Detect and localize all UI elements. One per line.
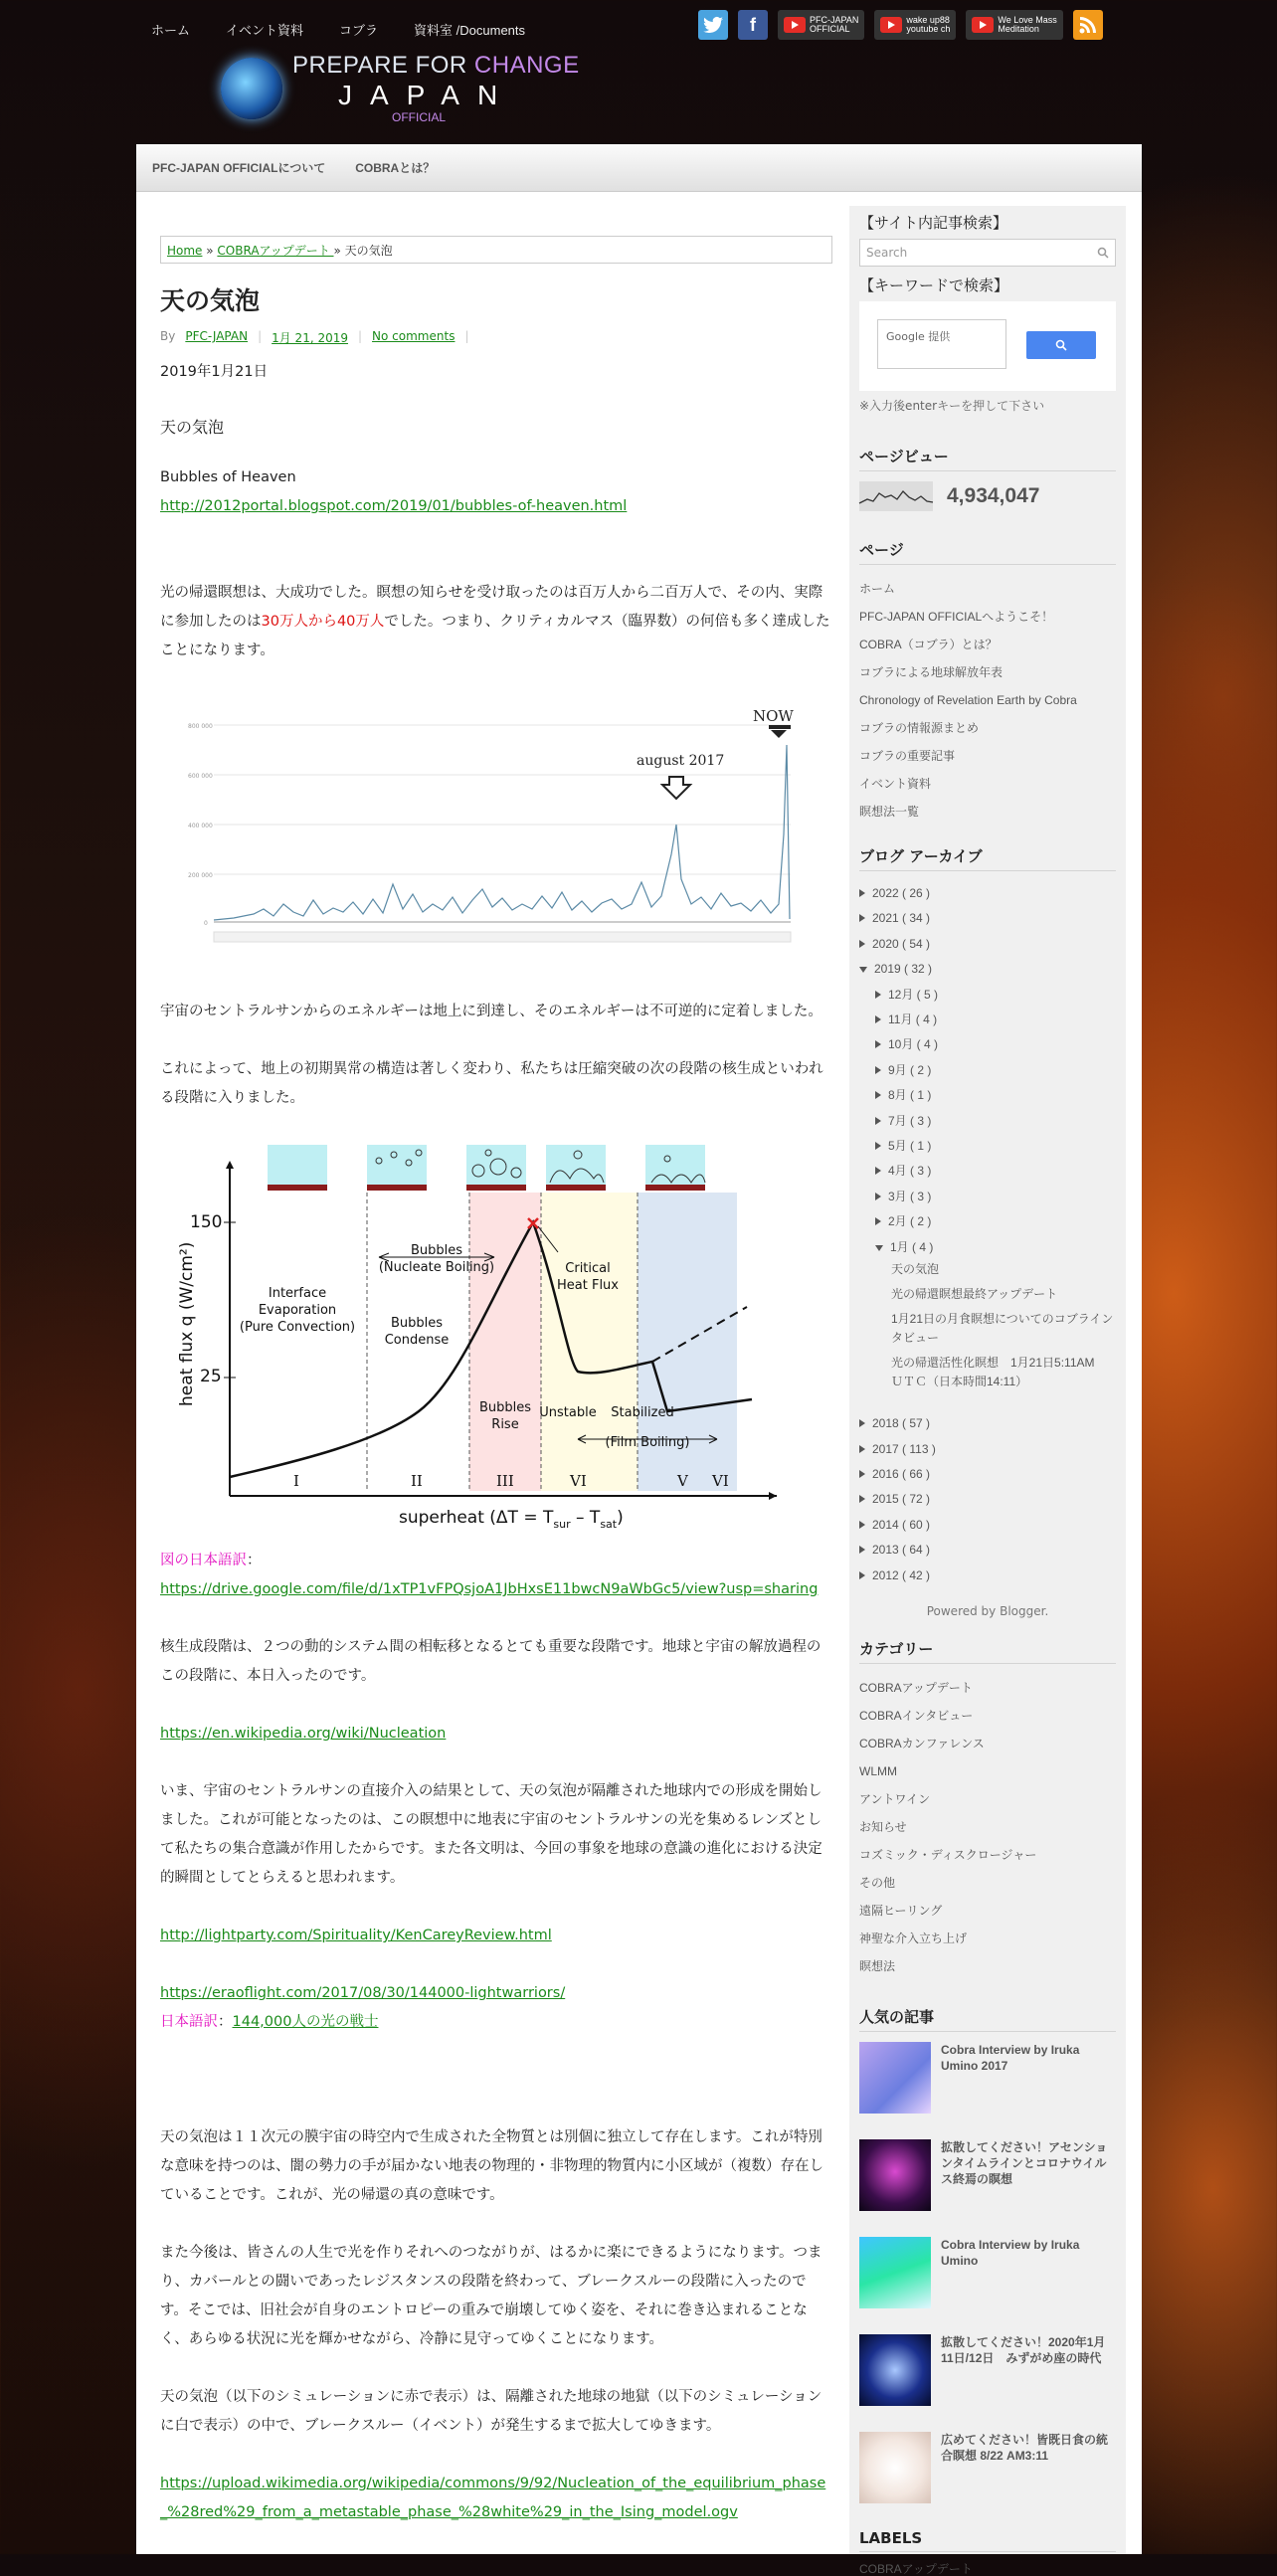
english-title: Bubbles of Heaven [160,469,296,485]
category-link[interactable]: WLMM [859,1763,897,1778]
nav-cobra[interactable]: コブラ [339,22,379,38]
paragraph-7: また今後は、皆さんの人生で光を作りそれへのつながりが、はるかに楽にできるようになります。つまり、カバールとの闘いであったレジスタンスの段階を終わって、ブレークスルーの段階に入ったのです。そこでは、旧社会が自身のエントロピーの重みで崩壊してゆく姿を、それに巻き込まれることなく、あらゆる状況に光を輝かせながら、冷静に見守ってゆくことになります。 [160,2245,822,2347]
google-search-button[interactable] [1026,331,1096,359]
category-link[interactable]: コズミック・ディスクロージャー [859,1847,1037,1862]
lbl-stabilized: Stabilized [611,1405,674,1420]
paragraph-2: 宇宙のセントラルサンからのエネルギーは地上に到達し、そのエネルギーは不可逆的に定着しました。 [160,1004,822,1019]
nav-documents[interactable]: 資料室 /Documents [414,22,526,38]
archive-year[interactable]: 2015 ( 72 ) [859,1487,1116,1512]
jp-translation-line: 日本語訳：144,000人の光の戦士 [160,2014,379,2030]
arrow-right-icon[interactable] [859,1470,865,1478]
category-link[interactable]: その他 [859,1875,896,1890]
pageview-title: ページビュー [859,440,1116,471]
popular-item[interactable] [859,2042,1116,2114]
lbl-unstable: Unstable [539,1405,597,1420]
post-title: 天の気泡 [160,286,261,315]
youtube-pfc-japan-button[interactable] [778,10,864,40]
archive-month[interactable]: 11月 ( 4 ) [859,1008,1116,1032]
secondary-nav [136,144,1142,192]
arrow-down-icon [771,730,787,738]
region-5: V [677,1472,688,1490]
search-input[interactable]: Search [859,239,1116,267]
popular-item[interactable] [859,2139,1116,2211]
archive-month[interactable]: 8月 ( 1 ) [859,1083,1116,1108]
archive-month[interactable]: 12月 ( 5 ) [859,983,1116,1008]
category-link[interactable]: 瞑想法 [859,1958,896,1973]
search-icon[interactable] [1097,247,1109,259]
popular-link[interactable]: Cobra Interview by Iruka Umino [941,2237,1080,2268]
nav-about-pfc[interactable]: PFC-JAPAN OFFICIALについて [152,161,326,175]
arrow-right-icon[interactable] [875,991,881,999]
youtube-meditation-button[interactable] [966,10,1062,40]
twitter-icon[interactable] [698,10,728,40]
labels-list [859,2562,1116,2576]
paragraph-6: 天の気泡は１１次元の膜宇宙の時空内で生成された全物質とは別個に独立して存在します。これが特別な意味を持つのは、闇の勢力の手が届かない地表の物理的・非物理的物質内に小区域が（複数）存在していることです。これが、光の帰還の真の意味です。 [160,2129,823,2203]
ytick-400k: 400 000 [188,823,213,829]
archive-month[interactable]: 4月 ( 3 ) [859,1159,1116,1184]
category-link[interactable]: アントワイン [859,1791,931,1806]
arrow-right-icon[interactable] [859,914,865,922]
arrow-right-icon[interactable] [859,1546,865,1554]
svg-text:Heat Flux: Heat Flux [557,1278,619,1293]
date-link[interactable]: 1月 21, 2019 [272,331,348,345]
popular-item[interactable] [859,2334,1116,2406]
youtube-icon [972,17,994,33]
powered-by: Powered by Blogger. [926,1603,1049,1618]
popular-item[interactable] [859,2237,1116,2308]
nav-home[interactable]: ホーム [151,22,191,38]
youtube-icon [880,17,902,33]
lbl-rise: Bubbles [478,1400,532,1415]
search-icon [1055,339,1067,351]
svg-text:Rise: Rise [491,1417,519,1432]
category-link[interactable]: COBRAインタビュー [859,1708,974,1723]
svg-text:(Pure Convection): (Pure Convection) [239,1320,356,1335]
social-links [698,10,1103,40]
sidebar [849,206,1126,2576]
author-link[interactable]: PFC-JAPAN [185,329,249,343]
yt1-line2: OFFICIAL [810,24,850,34]
rss-icon[interactable] [1073,10,1103,40]
source-link[interactable]: http://2012portal.blogspot.com/2019/01/bubbles-of-heaven.html [160,498,628,514]
category-list [859,1674,1116,1980]
archive-list-older [859,1411,1116,1588]
region-2: II [411,1472,423,1490]
popular-thumbnail[interactable] [859,2042,931,2114]
archive-post-link[interactable]: 1月21日の月食瞑想についてのコブラインタビュー [891,1312,1114,1346]
archive-month[interactable]: 7月 ( 3 ) [859,1109,1116,1134]
comments-link[interactable]: No comments [372,329,456,343]
top-nav [151,0,561,58]
arrow-right-icon[interactable] [859,1419,865,1427]
popular-thumbnail[interactable] [859,2237,931,2308]
post-subtitle: 天の気泡 [160,418,225,437]
paragraph-3: これによって、地上の初期異常の構造は著しく変わり、私たちは圧縮突破の次の段階の核生成といわれる段階に入りました。 [160,1061,823,1106]
arrow-right-icon[interactable] [859,940,865,948]
page-link[interactable]: コブラによる地球解放年表 [859,665,1003,679]
figure-translation-link[interactable]: https://drive.google.com/file/d/1xTP1vFPQsjoA1JbHxsE11bwcN9aWbGc5/view?usp=sharing [160,1581,819,1597]
page-link[interactable]: Chronology of Revelation Earth by Cobra [859,693,1077,707]
paragraph-4: 核生成段階は、２つの動的システム間の相転移となるとても重要な段階です。地球と宇宙の解放過程のこの段階に、本日入ったのです。 [160,1639,821,1684]
yt2-line1: wake up88 [906,14,950,25]
archive-month-jan[interactable]: 1月 ( 4 ) [859,1235,1116,1260]
arrow-right-icon[interactable] [859,1445,865,1453]
popular-posts [859,2042,1116,2503]
region-4: VI [570,1472,587,1490]
paragraph-1: 光の帰還瞑想は、大成功でした。瞑想の知らせを受け取ったのは百万人から二百万人で、その内、実際に参加したのは30万人から40万人でした。つまり、クリティカルマス（臨界数）の何倍も多く達成したことになります。 [160,585,830,658]
popular-title: 人気の記事 [859,2000,1116,2032]
category-link[interactable]: 神聖な介入立ち上げ [859,1931,968,1945]
post-body [160,358,832,2527]
yt3-line2: Meditation [998,24,1039,34]
fig-ylabel: heat flux q (W/cm²) [177,1241,197,1406]
arrow-right-icon[interactable] [875,1217,881,1225]
page-link[interactable]: コブラの重要記事 [859,749,956,763]
archive-month[interactable]: 9月 ( 2 ) [859,1058,1116,1083]
lbl-critical: Critical [565,1261,611,1276]
archive-month[interactable]: 3月 ( 3 ) [859,1185,1116,1209]
page-link[interactable]: ホーム [859,582,896,596]
page-link[interactable]: PFC-JAPAN OFFICIALへようこそ！ [859,610,1054,624]
keyword-search-title: 【キーワードで検索】 [859,276,1009,294]
nucleation-wiki-link[interactable]: https://en.wikipedia.org/wiki/Nucleation [160,1726,447,1742]
archive-year[interactable]: 2018 ( 57 ) [859,1411,1116,1436]
lbl-condense: Bubbles [390,1316,444,1331]
figure-translation-line: 図の日本語訳： [160,1553,262,1568]
kencarey-link[interactable]: http://lightparty.com/Spirituality/KenCareyReview.html [160,1928,552,1943]
yt2-line2: youtube ch [906,24,951,34]
popular-link[interactable]: 拡散してください！2020年1月11日/12日 みずがめ座の時代 [941,2334,1106,2365]
archive-year[interactable]: 2012 ( 42 ) [859,1564,1116,1588]
region-6: VI [712,1472,729,1490]
chart-range-selector [214,932,791,942]
archive-year[interactable]: 2021 ( 34 ) [859,906,1116,931]
page-link[interactable]: 瞑想法一覧 [859,805,920,819]
ytick-600k: 600 000 [188,773,213,780]
popular-thumbnail[interactable] [859,2139,931,2211]
svg-text:Condense: Condense [384,1333,450,1348]
region-3: III [496,1472,514,1490]
logo-japan: JAPAN [338,80,516,110]
logo-official: OFFICIAL [392,110,447,124]
wikimedia-simulation-link[interactable]: https://upload.wikimedia.org/wikipedia/commons/9/92/Nucleation_of_the_equilibrium_phase_%28red%29_from_a_metastable_phase_%28white%29_in_the_Ising_model.ogv [160,2476,826,2520]
pageview-count: 4,934,047 [947,484,1040,507]
archive-post-link[interactable]: 天の気泡 [891,1262,940,1277]
yt3-line1: We Love Mass [998,14,1057,25]
arrow-right-icon[interactable] [875,1167,881,1175]
archive-year[interactable]: 2022 ( 26 ) [859,881,1116,906]
arrow-down-icon[interactable] [859,967,867,973]
google-search-box [859,301,1116,391]
nav-about-cobra[interactable]: COBRAとは？ [355,161,436,175]
label-link[interactable]: COBRAアップデート [859,2561,973,2576]
archive-month[interactable]: 5月 ( 1 ) [859,1134,1116,1159]
fig-y25: 25 [200,1367,222,1386]
archive-post-link[interactable]: 光の帰還活性化瞑想 1月21日5:11AM ＵＴＣ（日本時間14:11） [891,1356,1107,1389]
breadcrumb: Home » COBRAアップデート » 天の気泡 [160,236,832,264]
yt1-line1: PFC-JAPAN [810,14,859,25]
pageview-sparkline [859,481,933,511]
annotation-august-2017: august 2017 [637,753,725,769]
site-search-title: 【サイト内記事検索】 [859,214,1007,232]
page-link[interactable]: イベント資料 [859,777,932,791]
boiling-curve-figure [177,1143,797,1531]
page-link[interactable]: コブラの情報源まとめ [859,721,980,735]
pageview-widget [859,481,1116,511]
archive-year[interactable]: 2016 ( 66 ) [859,1462,1116,1487]
arrow-right-icon[interactable] [859,889,865,897]
arrow-right-icon[interactable] [859,1521,865,1529]
youtube-wakeup-button[interactable] [874,10,956,40]
january-posts [859,1260,1116,1391]
archive-list [859,881,1116,1260]
archive-year[interactable]: 2017 ( 113 ) [859,1437,1116,1462]
lightwarriors-jp-link[interactable]: 144,000人の光の戦士 [232,2014,379,2030]
category-link[interactable]: COBRAアップデート [859,1680,973,1695]
google-search-input[interactable]: Google 提供 [877,319,1006,369]
archive-post-link[interactable]: 光の帰還瞑想最終アップデート [891,1287,1058,1302]
arrow-right-icon[interactable] [859,1571,865,1579]
lbl-nucleate: Bubbles [410,1243,463,1258]
archive-month[interactable]: 2月 ( 2 ) [859,1209,1116,1234]
pages-list [859,575,1116,826]
arrow-right-icon[interactable] [875,1015,881,1023]
category-link[interactable]: COBRAカンファレンス [859,1736,985,1750]
page-link[interactable]: COBRA（コブラ）とは？ [859,638,998,651]
arrow-down-icon [662,777,690,799]
pages-title: ページ [859,533,1116,565]
archive-year[interactable]: 2013 ( 64 ) [859,1538,1116,1563]
post-meta: By PFC-JAPAN | 1月 21, 2019 | No comments | [160,329,469,345]
lbl-film: (Film Boiling) [605,1435,690,1450]
breadcrumb-current: 天の気泡 [344,244,393,258]
figure-translation-label: 図の日本語訳 [160,1553,247,1568]
arrow-right-icon[interactable] [875,1066,881,1074]
post-date-text: 2019年1月21日 [160,364,269,380]
fig-y150: 150 [190,1212,223,1232]
jp-translation-label: 日本語訳 [160,2014,218,2030]
annotation-now: NOW [753,707,794,725]
eraoflight-link[interactable]: https://eraoflight.com/2017/08/30/144000-lightwarriors/ [160,1985,566,2001]
arrow-right-icon[interactable] [875,1117,881,1125]
ytick-200k: 200 000 [188,872,213,879]
arrow-right-icon[interactable] [875,1040,881,1048]
popular-link[interactable]: 拡散してください！アセンションタイムラインとコロナウイルス終焉の瞑想 [941,2139,1108,2186]
category-title: カテゴリー [859,1632,1116,1664]
arrow-right-icon[interactable] [875,1091,881,1099]
arrow-right-icon[interactable] [875,1142,881,1150]
nav-event-docs[interactable]: イベント資料 [226,22,304,38]
paragraph-5: いま、宇宙のセントラルサンの直接介入の結果として、天の気泡が隔離された地球内での形成を開始しました。これが可能となったのは、この瞑想中に地表に宇宙のセントラルサンの光を集めるレンズとして私たちの集合意識が作用したからです。また各文明は、今回の事象を地球の意識の進化における決定的瞬間としてとらえると思われます。 [160,1783,822,1886]
popular-thumbnail[interactable] [859,2334,931,2406]
ytick-0: 0 [204,920,208,927]
popular-item[interactable] [859,2432,1116,2503]
svg-text:Evaporation: Evaporation [258,1303,337,1318]
globe-logo-icon [221,58,282,119]
archive-title: ブログ アーカイブ [859,839,1116,871]
content-panel [136,144,1142,2576]
logo-prepare: PREPARE FOR [292,52,474,79]
arrow-right-icon[interactable] [875,1193,881,1200]
region-1: I [293,1472,299,1490]
by-label: By [160,329,176,343]
youtube-icon [784,17,806,33]
pageview-chart-image [184,705,805,954]
archive-month[interactable]: 10月 ( 4 ) [859,1032,1116,1057]
search-note: ※入力後enterキーを押して下さい [859,399,1045,413]
category-link[interactable]: お知らせ [859,1819,907,1834]
paragraph-8: 天の気泡（以下のシミュレーションに赤で表示）は、隔離された地球の地獄（以下のシミュレーションに白で表示）の中で、ブレークスルー（イベント）が発生するまで拡大してゆきます。 [160,2389,822,2434]
pageview-series-line [214,745,790,920]
site-logo[interactable] [221,54,580,123]
labels-title: LABELS [859,2523,1116,2552]
archive-year[interactable]: 2020 ( 54 ) [859,932,1116,957]
arrow-right-icon[interactable] [859,1495,865,1503]
fig-xlabel: superheat $(\Delta T = T_{sur} - T_{sat})$ [399,1508,624,1531]
logo-change: CHANGE [473,52,580,79]
category-link[interactable]: 遠隔ヒーリング [859,1903,943,1918]
lbl-interface: Interface [268,1286,327,1301]
archive-year[interactable]: 2014 ( 60 ) [859,1513,1116,1538]
breadcrumb-category[interactable]: COBRAアップデート [217,244,334,258]
ytick-800k: 800 000 [188,723,213,730]
popular-link[interactable]: 広めてください！皆既日食の統合瞑想 8/22 AM3:11 [941,2432,1109,2463]
arrow-down-icon[interactable] [875,1245,883,1251]
popular-thumbnail[interactable] [859,2432,931,2503]
popular-link[interactable]: Cobra Interview by Iruka Umino 2017 [941,2042,1080,2073]
facebook-icon[interactable]: f [738,10,768,40]
main-column [160,234,832,2527]
breadcrumb-home[interactable]: Home [167,244,203,258]
svg-text:(Nucleate Boiling): (Nucleate Boiling) [378,1260,495,1275]
archive-year-2019[interactable]: 2019 ( 32 ) [859,957,1116,982]
highlight-count: 30万人から40万人 [261,614,385,630]
